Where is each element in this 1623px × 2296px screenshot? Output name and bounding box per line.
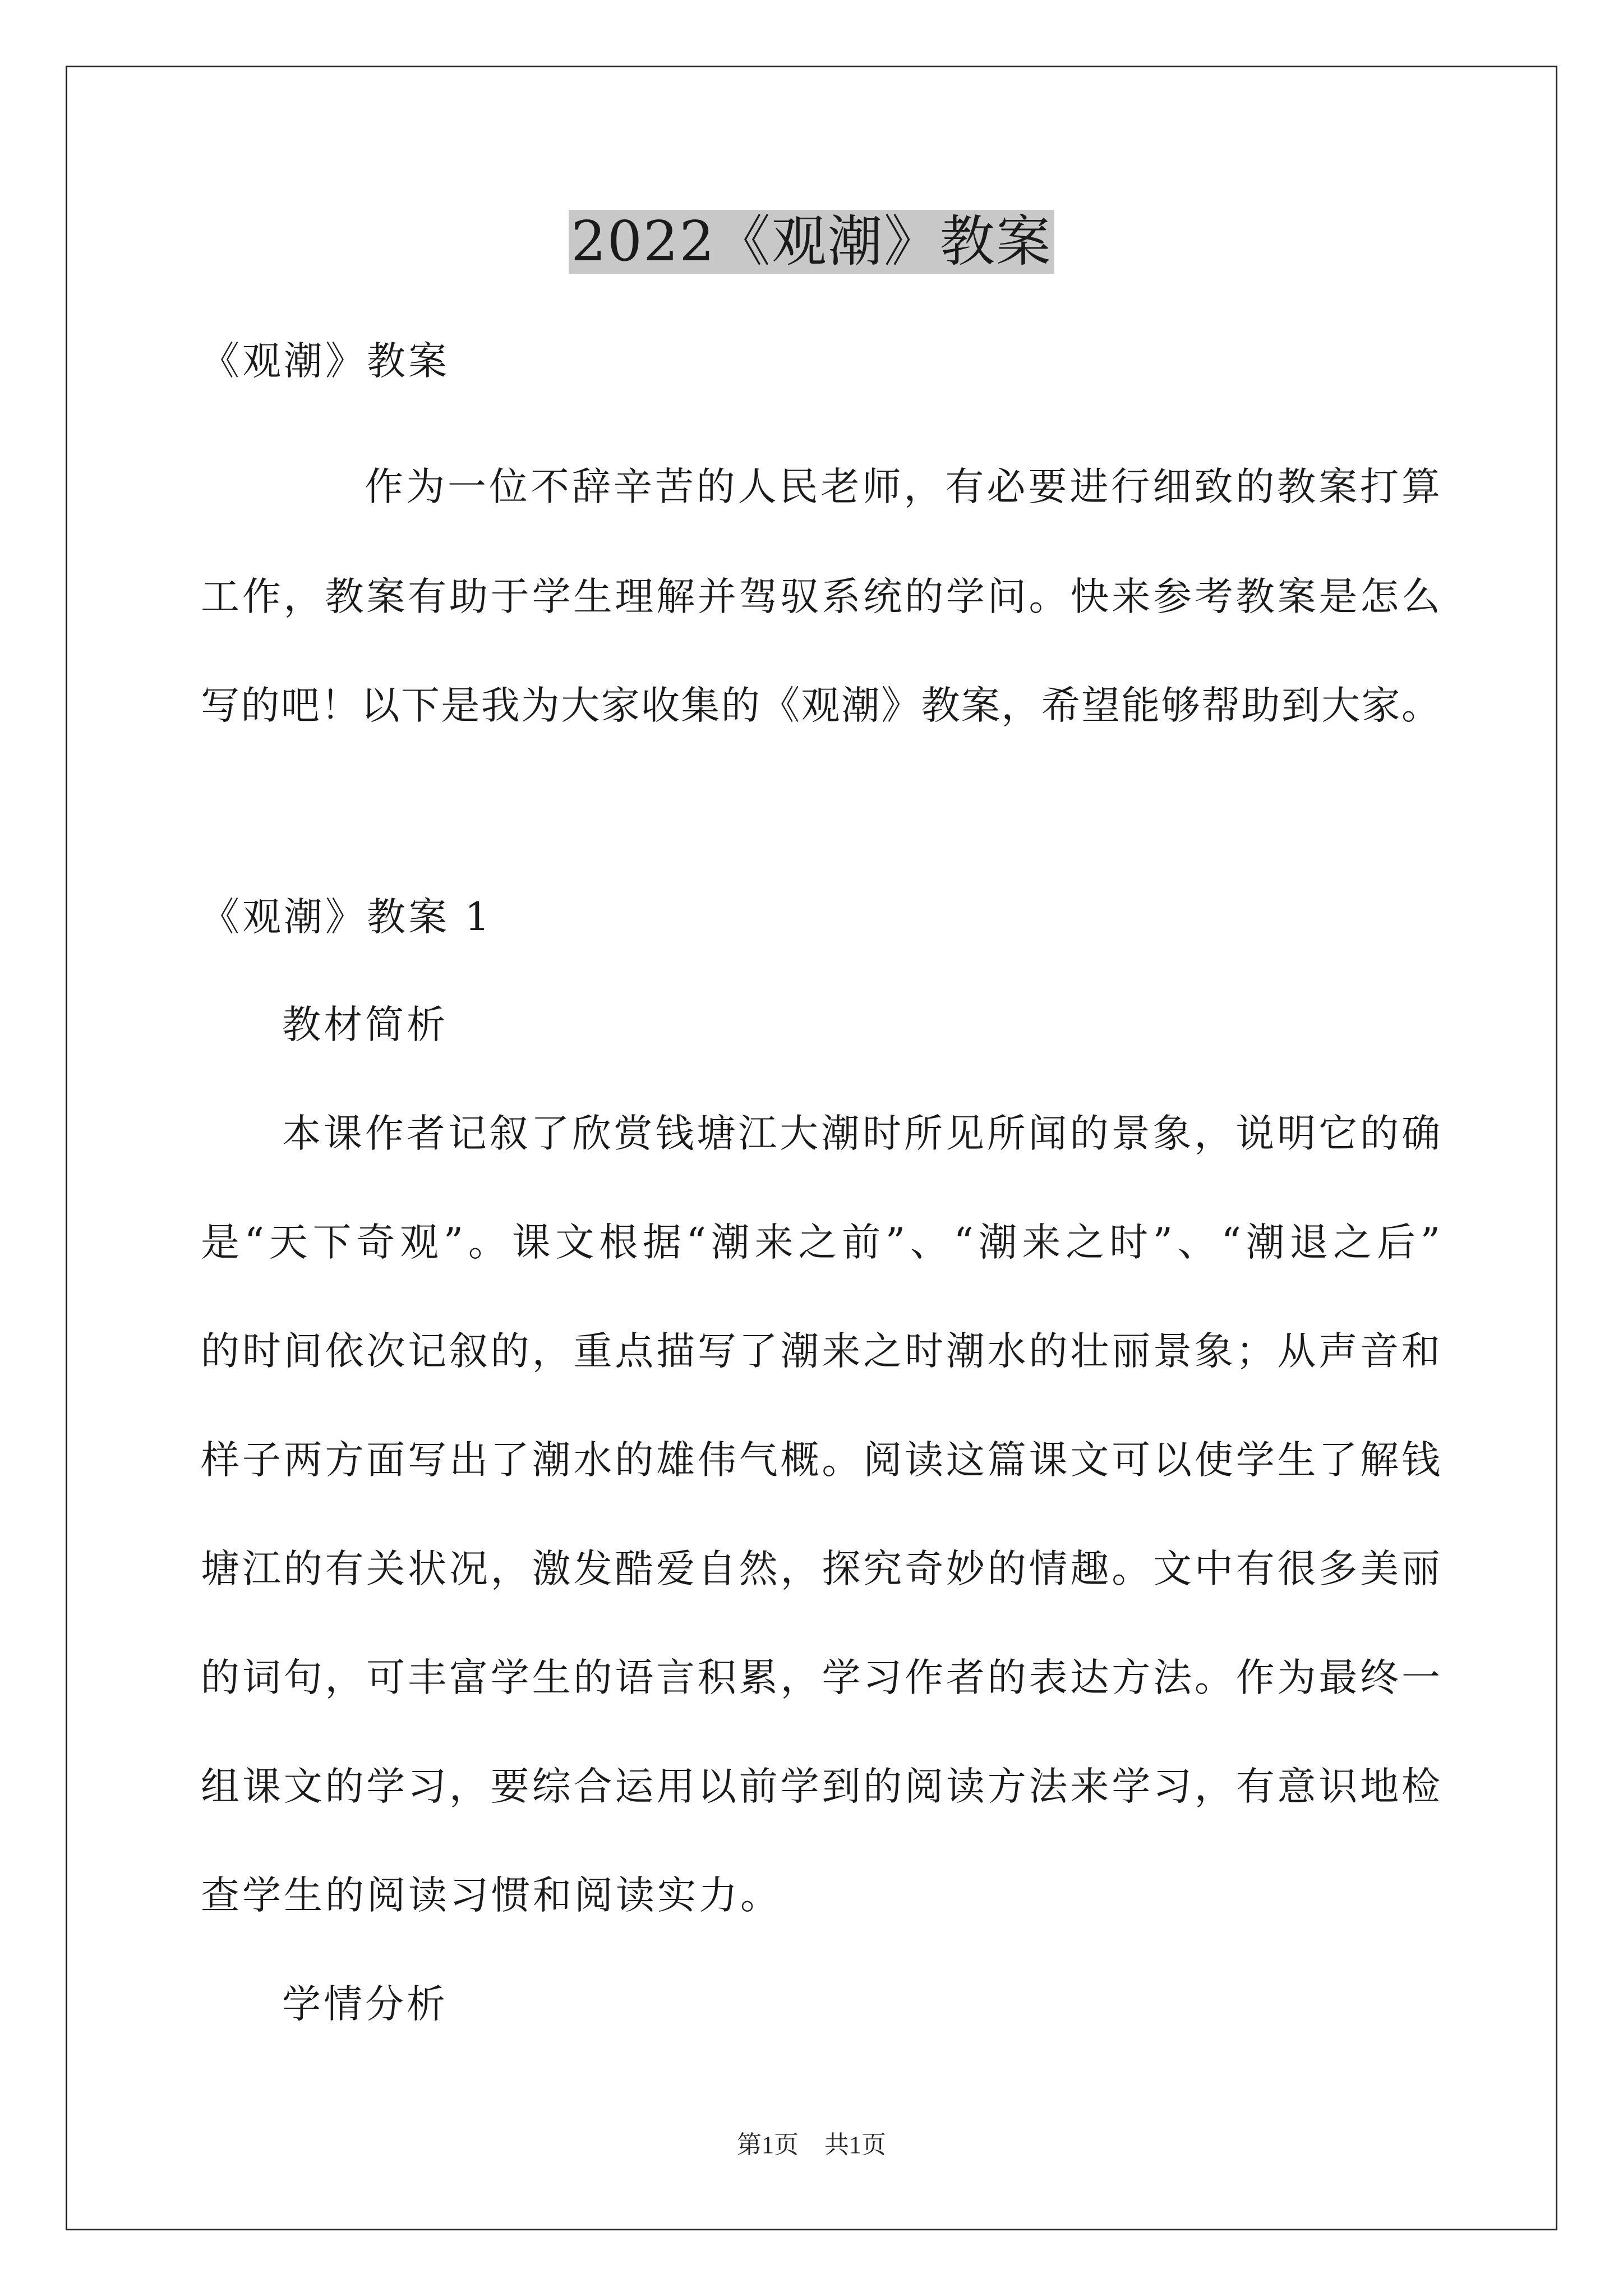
body-line-8: 查学生的阅读习惯和阅读实力。 bbox=[201, 1873, 782, 1918]
body-line-6: 的词句，可丰富学生的语言积累，学习作者的表达方法。作为最终一 bbox=[201, 1655, 1440, 1700]
intro-line-1: 作为一位不辞辛苦的人民老师，有必要进行细致的教案打算 bbox=[365, 464, 1440, 509]
page-number-total: 共1页 bbox=[824, 2131, 886, 2159]
page-number-current: 第1页 bbox=[737, 2131, 799, 2159]
body-line-1: 本课作者记叙了欣赏钱塘江大潮时所见所闻的景象，说明它的确 bbox=[282, 1111, 1440, 1156]
doc-heading: 《观潮》教案 bbox=[201, 339, 450, 384]
body-line-7: 组课文的学习，要综合运用以前学到的阅读方法来学习，有意识地检 bbox=[201, 1764, 1440, 1809]
body-line-2: 是“天下奇观”。课文根据“潮来之前”、“潮来之时”、“潮退之后” bbox=[201, 1220, 1440, 1265]
document-title bbox=[0, 205, 1623, 278]
subheading-textbook-analysis: 教材简析 bbox=[282, 1002, 448, 1047]
intro-line-3: 写的吧！以下是我为大家收集的《观潮》教案，希望能够帮助到大家。 bbox=[201, 683, 1440, 728]
title-text: 2022《观潮》教案 bbox=[569, 210, 1054, 274]
subheading-student-analysis: 学情分析 bbox=[282, 1982, 448, 2027]
section-heading-1: 《观潮》教案 1 bbox=[201, 895, 492, 940]
body-line-3: 的时间依次记叙的，重点描写了潮来之时潮水的壮丽景象；从声音和 bbox=[201, 1329, 1440, 1374]
body-line-5: 塘江的有关状况，激发酷爱自然，探究奇妙的情趣。文中有很多美丽 bbox=[201, 1547, 1440, 1591]
page-footer bbox=[0, 2128, 1623, 2162]
body-line-4: 样子两方面写出了潮水的雄伟气概。阅读这篇课文可以使学生了解钱 bbox=[201, 1438, 1440, 1483]
intro-line-2: 工作，教案有助于学生理解并驾驭系统的学问。快来参考教案是怎么 bbox=[201, 574, 1440, 619]
